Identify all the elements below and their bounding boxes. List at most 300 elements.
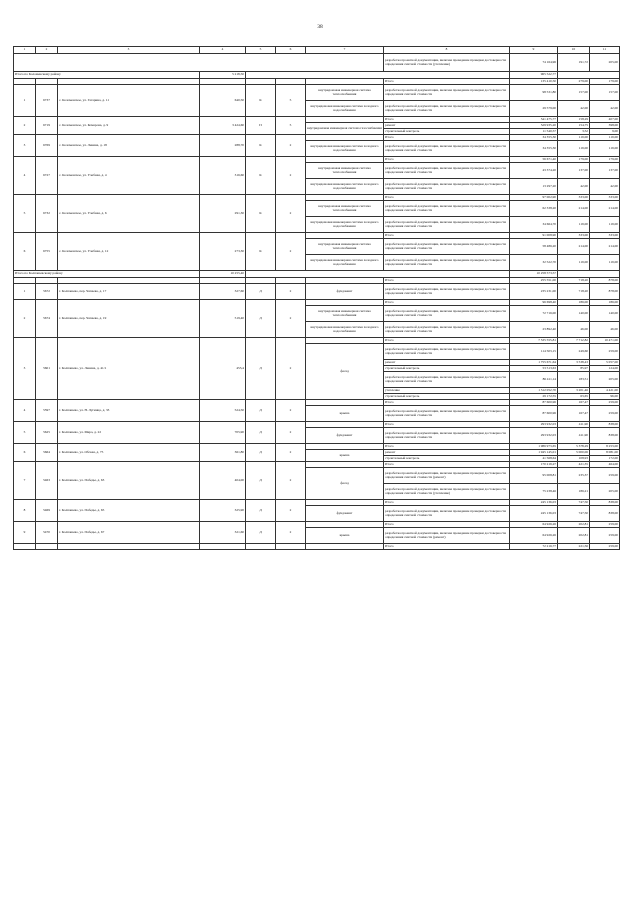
area-cell: 524,50 xyxy=(200,400,246,422)
max-cell: 878,00 xyxy=(590,284,620,300)
wall-material-cell: Д xyxy=(246,300,276,338)
work-type-cell: Итого xyxy=(384,117,510,123)
sum-cell: 1 945 145,01 xyxy=(510,450,558,456)
floors-cell: 2 xyxy=(276,300,306,338)
house-id-cell: 5674 xyxy=(36,300,58,338)
max-cell: 838,00 xyxy=(590,428,620,444)
area-cell: 288,70 xyxy=(200,135,246,157)
work-type-cell: строительный контроль xyxy=(384,456,510,462)
row-number-cell: 4 xyxy=(14,157,36,195)
wall-material-cell: Д xyxy=(246,522,276,544)
address-cell: с. Коломенское, ул. Учебная, д. 4 xyxy=(58,157,200,195)
sum-cell: 75 238,46 xyxy=(510,484,558,500)
sum-cell: 235 231,00 xyxy=(510,284,558,300)
max-cell: 137,00 xyxy=(590,163,620,179)
max-cell: 878,00 xyxy=(590,278,620,284)
rate-cell: 119,00 xyxy=(558,255,590,271)
sum-cell: 87 600,96 xyxy=(510,406,558,422)
system-cell: внутридомовая инженерная система теплоснабжения xyxy=(306,85,384,101)
header-cell: 10 xyxy=(558,47,590,54)
house-id-cell: 6737 xyxy=(36,85,58,117)
work-type-cell: разработка проектной документации, включая проведение проверки достоверности определения сметной стоимости (ремонт) xyxy=(384,528,510,544)
sum-cell: 293 932,03 xyxy=(510,422,558,428)
work-type-cell: Итого xyxy=(384,233,510,239)
system-cell: фасад xyxy=(306,468,384,500)
area-cell: 325,90 xyxy=(200,500,246,522)
row-number-cell: 4 xyxy=(14,400,36,422)
table-row xyxy=(14,85,620,101)
rate-cell: 221,56 xyxy=(558,544,590,550)
row-number-cell: 1 xyxy=(14,85,36,117)
wall-material-cell: Д xyxy=(246,422,276,444)
max-cell: 10 471,00 xyxy=(590,338,620,344)
work-type-cell: разработка проектной документации, включая проведение проверки достоверности определения сметной стоимости xyxy=(384,322,510,338)
work-type-cell: Итого xyxy=(384,135,510,141)
house-id-cell: 5470 xyxy=(36,522,58,544)
house-id-cell: 5672 xyxy=(36,284,58,300)
empty-cell xyxy=(246,72,510,79)
max-cell: 5 057,00 xyxy=(590,360,620,366)
rate-cell: 63,65 xyxy=(558,394,590,400)
sum-cell: 1 755 671,64 xyxy=(510,360,558,366)
row-number-cell: 3 xyxy=(14,338,36,400)
work-type-cell: разработка проектной документации, включая проведение проверки достоверности определения сметной стоимости xyxy=(384,163,510,179)
sum-cell: 86 411,14 xyxy=(510,372,558,388)
empty-cell xyxy=(14,54,384,72)
sum-cell: 41 568,64 xyxy=(510,456,558,462)
floors-cell: 2 xyxy=(276,462,306,500)
district-label: Итого по Колпашевскому району xyxy=(14,271,200,278)
floors-cell xyxy=(276,544,306,550)
work-type-cell: разработка проектной документации, включая проведение проверки достоверности определения сметной стоимости xyxy=(384,428,510,444)
work-type-cell: разработка проектной документации, включая проведение проверки достоверности определения сметной стоимости xyxy=(384,255,510,271)
system-cell: внутридомовая инженерная система теплоснабжения xyxy=(306,163,384,179)
work-type-cell: ремонт xyxy=(384,123,510,129)
work-type-cell: ремонт xyxy=(384,360,510,366)
area-cell: 705,90 xyxy=(200,422,246,444)
work-type-cell: разработка проектной документации, включая проведение проверки достоверности определения сметной стоимости xyxy=(384,239,510,255)
max-cell: 119,00 xyxy=(590,255,620,271)
rate-cell: 46,00 xyxy=(558,322,590,338)
work-type-cell: Итого xyxy=(384,157,510,163)
header-cell: 8 xyxy=(384,47,510,54)
rate-cell: 235,37 xyxy=(558,468,590,484)
max-cell: 42,00 xyxy=(590,179,620,195)
address-cell: с. Коломенское, ул. Учебная, д. 6 xyxy=(58,195,200,233)
sum-cell: 97 002,90 xyxy=(510,195,558,201)
work-type-cell: строительный контроль xyxy=(384,366,510,372)
address-cell: г. Колпашево, ул. Обская, д. 75 xyxy=(58,444,200,462)
work-type-cell: строительный контроль xyxy=(384,129,510,135)
floors-cell: 2 xyxy=(276,284,306,300)
house-id-cell: 5625 xyxy=(36,422,58,444)
rate-cell: 747,50 xyxy=(558,506,590,522)
sum-cell: 64 926,26 xyxy=(510,528,558,544)
work-type-cell: разработка проектной документации, включая проведение проверки достоверности определения сметной стоимости (ремонт) xyxy=(384,468,510,484)
address-cell: г. Колпашево, ул. Победы, д. 63 xyxy=(58,462,200,500)
work-type-cell: Итого xyxy=(384,544,510,550)
max-cell: 205,00 xyxy=(590,372,620,388)
max-cell: 259,00 xyxy=(590,544,620,550)
system-cell: внутридомовая инженерная система холодного водоснабжения xyxy=(306,217,384,233)
floors-cell: 2 xyxy=(276,135,306,157)
rate-cell: 411,90 xyxy=(558,428,590,444)
rate-cell: 202,81 xyxy=(558,522,590,528)
rate-cell: 119,00 xyxy=(558,141,590,157)
max-cell: 8 081,00 xyxy=(590,450,620,456)
address-cell: с. Коломенское, ул. Гагарина, д. 11 xyxy=(58,85,200,117)
system-cell: внутридомовая инженерная система холодного водоснабжения xyxy=(306,179,384,195)
rate-cell: 7 712,82 xyxy=(558,338,590,344)
rate-cell: 718,20 xyxy=(558,284,590,300)
sum-cell: 245 136,03 xyxy=(510,506,558,522)
house-id-cell: 5469 xyxy=(36,500,58,522)
system-cell: фундамент xyxy=(306,284,384,300)
system-cell: внутридомовая инженерная система холодного водоснабжения xyxy=(306,322,384,338)
max-cell: 119,00 xyxy=(590,217,620,233)
rate-cell: 179,00 xyxy=(558,157,590,163)
max-cell: 333,00 xyxy=(590,195,620,201)
work-type-cell: Итого xyxy=(384,300,510,306)
row-number-cell: 8 xyxy=(14,500,36,522)
system-cell xyxy=(306,544,384,550)
max-cell: 838,00 xyxy=(590,422,620,428)
floors-cell: 5 xyxy=(276,117,306,135)
rate-cell: 85,97 xyxy=(558,366,590,372)
sum-cell: 170 219,27 xyxy=(510,462,558,468)
max-cell: 157,00 xyxy=(590,85,620,101)
wall-material-cell: Д xyxy=(246,500,276,522)
max-cell: 214,00 xyxy=(590,201,620,217)
max-cell: 9,00 xyxy=(590,129,620,135)
wall-material-cell: Д xyxy=(246,400,276,422)
work-type-cell: разработка проектной документации, включая проведение проверки достоверности определения сметной стоимости xyxy=(384,372,510,388)
rate-cell: 5 000,06 xyxy=(558,450,590,456)
work-type-cell: разработка проектной документации, включая проведение проверки достоверности определения сметной стоимости xyxy=(384,217,510,233)
sum-cell: 255 551,00 xyxy=(510,278,558,284)
rate-cell: 167,47 xyxy=(558,406,590,422)
row-number-cell: 6 xyxy=(14,444,36,462)
rate-cell: 411,90 xyxy=(558,422,590,428)
floors-cell: 2 xyxy=(276,233,306,271)
sum-cell: 23 892,40 xyxy=(510,322,558,338)
address-cell: с. Коломенское, ул. Комарова, д. 9 xyxy=(58,117,200,135)
work-type-cell: разработка проектной документации, включая проведение проверки достоверности определения сметной стоимости xyxy=(384,344,510,360)
wall-material-cell: П xyxy=(246,117,276,135)
house-id-cell: 5664 xyxy=(36,444,58,462)
district-total-row xyxy=(14,72,620,79)
area-cell xyxy=(200,544,246,550)
sum-cell: 72 216,77 xyxy=(510,544,558,550)
area-cell: 519,40 xyxy=(200,300,246,338)
rate-cell: 158,29 xyxy=(558,117,590,123)
max-cell: 838,00 xyxy=(590,506,620,522)
address-cell: г. Колпашево, ул. Н. Лугинца, д. 33 xyxy=(58,400,200,422)
floors-cell: 2 xyxy=(276,400,306,422)
house-id-cell: 5601 xyxy=(36,338,58,400)
sum-cell: 11 540,57 xyxy=(510,129,558,135)
area-cell: 404,00 xyxy=(200,462,246,500)
address-cell xyxy=(58,544,200,550)
rate-cell: 214,00 xyxy=(558,201,590,217)
max-cell: 119,00 xyxy=(590,141,620,157)
area-cell: 3 424,60 xyxy=(200,117,246,135)
max-cell: 398,00 xyxy=(590,123,620,129)
rate-cell: 186,00 xyxy=(558,300,590,306)
rate-cell: 279,00 xyxy=(558,79,590,85)
max-cell: 42,00 xyxy=(590,101,620,117)
repair-program-table xyxy=(13,46,620,550)
house-id-cell: 6769 xyxy=(36,135,58,157)
district-area: 5 218,50 xyxy=(200,72,246,79)
sum-cell: 91 008,90 xyxy=(510,233,558,239)
work-type-cell: разработка проектной документации, включая проведение проверки достоверности определения сметной стоимости xyxy=(384,306,510,322)
rate-cell: 137,00 xyxy=(558,163,590,179)
max-cell: 259,00 xyxy=(590,522,620,528)
wall-material-cell: Д xyxy=(246,284,276,300)
table-row xyxy=(14,544,620,550)
max-cell: 259,00 xyxy=(590,468,620,484)
row-number-cell: 5 xyxy=(14,195,36,233)
floors-cell: 2 xyxy=(276,422,306,444)
max-cell: 179,00 xyxy=(590,157,620,163)
work-type-cell: разработка проектной документации, включая проведение проверки достоверности определения сметной стоимости xyxy=(384,506,510,522)
max-cell: 46,00 xyxy=(590,322,620,338)
work-type-cell: разработка проектной документации, включая проведение проверки достоверности определения сметной стоимости xyxy=(384,141,510,157)
max-cell: 838,00 xyxy=(590,500,620,506)
empty-cell xyxy=(558,72,620,79)
system-cell: фундамент xyxy=(306,506,384,522)
address-cell: с. Коломенское, ул. Ленина, д. 18 xyxy=(58,135,200,157)
sum-cell: 72 716,00 xyxy=(510,306,558,322)
rate-cell: 718,20 xyxy=(558,278,590,284)
district-total: 965 522,77 xyxy=(510,72,558,79)
district-total-row xyxy=(14,271,620,278)
sum-cell: 7 535 555,81 xyxy=(510,338,558,344)
area-cell: 321,60 xyxy=(200,522,246,544)
system-cell: внутридомовая инженерная система теплоснабжения xyxy=(306,201,384,217)
max-cell: 4 421,00 xyxy=(590,388,620,394)
row-number-cell: 5 xyxy=(14,422,36,444)
system-cell: внутридомовая инженерная система холодного водоснабжения xyxy=(306,101,384,117)
sum-cell: 1 986 973,65 xyxy=(510,444,558,450)
work-type-cell: разработка проектной документации, включая проведение проверки достоверности определения сметной стоимости (утепление) xyxy=(384,54,510,72)
header-cell: 4 xyxy=(200,47,246,54)
sum-cell: 1 312 052,70 xyxy=(510,388,558,394)
header-cell: 1 xyxy=(14,47,36,54)
max-cell: 124,00 xyxy=(590,366,620,372)
column-number-row xyxy=(14,47,620,54)
work-type-cell: разработка проектной документации, включая проведение проверки достоверности определения сметной стоимости xyxy=(384,85,510,101)
sum-cell: 29 172,55 xyxy=(510,394,558,400)
max-cell: 186,00 xyxy=(590,300,620,306)
area-cell: 640,50 xyxy=(200,85,246,117)
work-type-cell: Итого xyxy=(384,338,510,344)
max-cell: 259,00 xyxy=(590,528,620,544)
house-id-cell: 5463 xyxy=(36,462,58,500)
sum-cell: 34 355,30 xyxy=(510,135,558,141)
table-row xyxy=(14,54,620,72)
header-cell: 11 xyxy=(590,47,620,54)
address-cell: г. Колпашево, ул. Победы, д. 67 xyxy=(58,522,200,544)
floors-cell: 2 xyxy=(276,444,306,462)
rate-cell: 191,72 xyxy=(558,54,590,72)
rate-cell: 333,00 xyxy=(558,233,590,239)
sum-cell: 62 338,20 xyxy=(510,201,558,217)
sum-cell: 529 935,20 xyxy=(510,123,558,129)
work-type-cell: Итого xyxy=(384,500,510,506)
sum-cell: 87 600,96 xyxy=(510,400,558,406)
work-type-cell: Итого xyxy=(384,79,510,85)
max-cell: 259,00 xyxy=(590,406,620,422)
rate-cell: 3,52 xyxy=(558,129,590,135)
sum-cell: 13 297,20 xyxy=(510,179,558,195)
work-type-cell: Итого xyxy=(384,422,510,428)
work-type-cell: ремонт xyxy=(384,450,510,456)
system-cell: внутридомовая инженерная система холодного водоснабжения xyxy=(306,255,384,271)
system-cell: крыша xyxy=(306,450,384,462)
wall-material-cell: К xyxy=(246,157,276,195)
work-type-cell: разработка проектной документации, включая проведение проверки достоверности определения сметной стоимости xyxy=(384,179,510,195)
address-cell: г. Колпашево, пер. Чапаева, д. 17 xyxy=(58,284,200,300)
rate-cell: 42,00 xyxy=(558,179,590,195)
system-cell: внутридомовая инженерная система теплоснабжения xyxy=(306,306,384,322)
house-id-cell: 6755 xyxy=(36,233,58,271)
sum-cell: 541 475,77 xyxy=(510,117,558,123)
floors-cell: 2 xyxy=(276,500,306,522)
address-cell: г. Колпашево, ул. Победы, д. 65 xyxy=(58,500,200,522)
sum-cell: 98 531,80 xyxy=(510,85,558,101)
rate-cell: 421,35 xyxy=(558,462,590,468)
rate-cell: 214,00 xyxy=(558,239,590,255)
sum-cell: 114 503,15 xyxy=(510,344,558,360)
wall-material-cell: Д xyxy=(246,462,276,500)
system-cell: внутридомовая инженерная система холодного водоснабжения xyxy=(306,141,384,157)
work-type-cell: утепление xyxy=(384,388,510,394)
sum-cell: 293 932,03 xyxy=(510,428,558,444)
max-cell: 205,00 xyxy=(590,54,620,72)
wall-material-cell: К xyxy=(246,195,276,233)
sum-cell: 53 513,63 xyxy=(510,366,558,372)
floors-cell: 5 xyxy=(276,85,306,117)
sum-cell: 43 374,20 xyxy=(510,163,558,179)
rate-cell: 157,00 xyxy=(558,85,590,101)
floors-cell: 2 xyxy=(276,338,306,400)
rate-cell: 154,75 xyxy=(558,123,590,129)
rate-cell: 140,00 xyxy=(558,306,590,322)
row-number-cell: 2 xyxy=(14,300,36,338)
row-number-cell xyxy=(14,544,36,550)
rate-cell: 202,81 xyxy=(558,528,590,544)
work-type-cell: разработка проектной документации, включая проведение проверки достоверности определения сметной стоимости xyxy=(384,101,510,117)
system-cell: внутридомовая инженерная система газоснабжения xyxy=(306,123,384,135)
max-cell: 179,00 xyxy=(590,79,620,85)
rate-cell: 119,00 xyxy=(558,217,590,233)
district-total: 10 258 573,57 xyxy=(510,271,558,278)
max-cell: 259,00 xyxy=(590,400,620,406)
rate-cell: 747,50 xyxy=(558,500,590,506)
wall-material-cell xyxy=(246,544,276,550)
rate-cell: 108,93 xyxy=(558,456,590,462)
max-cell: 8 253,00 xyxy=(590,444,620,450)
max-cell: 119,00 xyxy=(590,135,620,141)
max-cell: 205,00 xyxy=(590,484,620,500)
work-type-cell: Итого xyxy=(384,444,510,450)
row-number-cell: 1 xyxy=(14,284,36,300)
sum-cell: 95 008,81 xyxy=(510,468,558,484)
rate-cell: 183,51 xyxy=(558,372,590,388)
max-cell: 140,00 xyxy=(590,306,620,322)
work-type-cell: строительный контроль xyxy=(384,394,510,400)
max-cell: 96,00 xyxy=(590,394,620,400)
sum-cell: 135 410,50 xyxy=(510,79,558,85)
system-cell: фасад xyxy=(306,344,384,400)
area-cell: 361,80 xyxy=(200,444,246,462)
max-cell: 259,00 xyxy=(590,344,620,360)
rate-cell: 333,00 xyxy=(558,195,590,201)
header-cell: 5 xyxy=(246,47,276,54)
header-cell: 2 xyxy=(36,47,58,54)
floors-cell: 2 xyxy=(276,195,306,233)
header-cell: 9 xyxy=(510,47,558,54)
rate-cell: 5 378,29 xyxy=(558,444,590,450)
empty-cell xyxy=(558,271,620,278)
header-cell: 3 xyxy=(58,47,200,54)
work-type-cell: разработка проектной документации, включая проведение проверки достоверности определения сметной стоимости xyxy=(384,406,510,422)
wall-material-cell: Д xyxy=(246,444,276,462)
work-type-cell: разработка проектной документации, включая проведение проверки достоверности определения сметной стоимости xyxy=(384,201,510,217)
max-cell: 464,00 xyxy=(590,462,620,468)
rate-cell: 3 538,43 xyxy=(558,360,590,366)
row-number-cell: 7 xyxy=(14,462,36,500)
wall-material-cell: К xyxy=(246,233,276,271)
page-number: 38 xyxy=(317,24,323,30)
sum-cell: 96 698,40 xyxy=(510,300,558,306)
area-cell: 291,30 xyxy=(200,195,246,233)
address-cell: г. Колпашево, пер. Чапаева, д. 19 xyxy=(58,300,200,338)
district-area: 10 255,40 xyxy=(200,271,246,278)
max-cell: 214,00 xyxy=(590,239,620,255)
floors-cell: 2 xyxy=(276,522,306,544)
max-cell: 333,00 xyxy=(590,233,620,239)
work-type-cell: Итого xyxy=(384,278,510,284)
area-cell: 453,4 xyxy=(200,338,246,400)
sum-cell: 56 671,40 xyxy=(510,157,558,163)
sum-cell: 64 926,26 xyxy=(510,522,558,528)
wall-material-cell: Д xyxy=(246,338,276,400)
header-cell: 6 xyxy=(276,47,306,54)
wall-material-cell: К xyxy=(246,85,276,117)
empty-cell xyxy=(246,271,510,278)
table-row xyxy=(14,284,620,300)
system-cell: крыша xyxy=(306,406,384,422)
work-type-cell: разработка проектной документации, включая проведение проверки достоверности определения сметной стоимости (утепление) xyxy=(384,484,510,500)
work-type-cell: Итого xyxy=(384,400,510,406)
sum-cell: 29 579,00 xyxy=(510,101,558,117)
rate-cell: 167,47 xyxy=(558,400,590,406)
row-number-cell: 6 xyxy=(14,233,36,271)
max-cell: 172,00 xyxy=(590,456,620,462)
rate-cell: 249,60 xyxy=(558,344,590,360)
system-cell: фундамент xyxy=(306,428,384,444)
system-cell: внутридомовая инженерная система теплоснабжения xyxy=(306,239,384,255)
work-type-cell: разработка проектной документации, включая проведение проверки достоверности определения сметной стоимости xyxy=(384,284,510,300)
sum-cell: 58 486,20 xyxy=(510,239,558,255)
rate-cell: 3 201,46 xyxy=(558,388,590,394)
sum-cell: 245 136,03 xyxy=(510,500,558,506)
sum-cell: 34 664,70 xyxy=(510,217,558,233)
row-number-cell: 2 xyxy=(14,117,36,135)
